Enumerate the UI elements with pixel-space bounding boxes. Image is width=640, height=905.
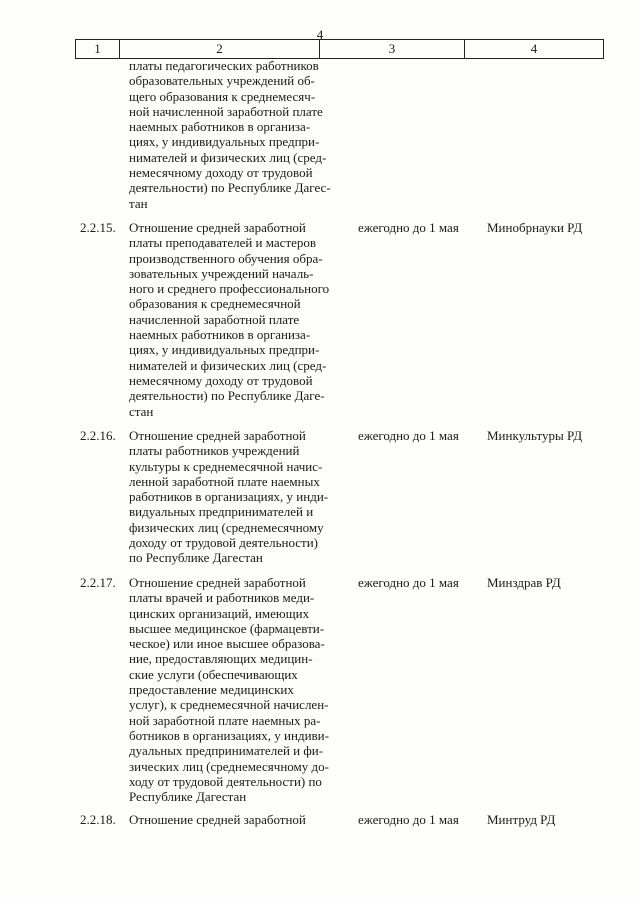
row-deadline: ежегодно до 1 мая <box>358 220 459 235</box>
header-col-2: 2 <box>120 40 320 58</box>
row-number: 2.2.15. <box>80 220 116 235</box>
row-executor: Минтруд РД <box>487 812 556 827</box>
row-description: Отношение средней заработной платы врачей и работников меди- цинских организаций, имеющих высшее медицинское (фармацевти- ческое) или иное высшее образова- ние, предоставляющих медицин- ские услуги (обеспечивающих предоставление медицинских услуг), к среднемесячной начислен- ной заработной плате наемных ра- ботников в организациях, у индиви- дуальных предпринимателей и фи- зических лиц (среднемесячному до- ходу от трудовой деятельности) по Республике Дагестан <box>129 575 329 805</box>
row-number: 2.2.17. <box>80 575 116 590</box>
row-executor: Минобрнауки РД <box>487 220 583 235</box>
row-deadline: ежегодно до 1 мая <box>358 428 459 443</box>
page-number: 4 <box>316 27 324 42</box>
row-executor: Минздрав РД <box>487 575 561 590</box>
header-col-4: 4 <box>465 40 604 58</box>
continued-text: платы педагогических работников образовательных учреждений об- щего образования к среднемесяч- ной начисленной заработной плате наемных работников в организа- циях, у индивидуальных предпри- нимателей и физических лиц (сред- немесячному доходу от трудовой деятельности) по Республике Дагес- тан <box>129 58 331 211</box>
row-deadline: ежегодно до 1 мая <box>358 575 459 590</box>
row-number: 2.2.18. <box>80 812 116 827</box>
row-description: Отношение средней заработной <box>129 812 306 827</box>
table-header <box>75 39 604 59</box>
row-description: Отношение средней заработной платы преподавателей и мастеров производственного обучения обра- зовательных учреждений началь- ного и среднего профессионального образования к среднемесячной начисленной заработной плате наемных работников в организа- циях, у индивидуальных предпри- нимателей и физических лиц (сред- немесячному доходу от трудовой деятельности) по Республике Даге- стан <box>129 220 330 419</box>
row-executor: Минкультуры РД <box>487 428 583 443</box>
header-col-3: 3 <box>320 40 465 58</box>
row-description: Отношение средней заработной платы работников учреждений культуры к среднемесячной начис- ленной заработной плате наемных работников в организациях, у инди- видуальных предпринимателей и физических лиц (среднемесячному доходу от трудовой деятельности) по Республике Дагестан <box>129 428 329 566</box>
header-col-1: 1 <box>75 40 120 58</box>
row-deadline: ежегодно до 1 мая <box>358 812 459 827</box>
row-number: 2.2.16. <box>80 428 116 443</box>
